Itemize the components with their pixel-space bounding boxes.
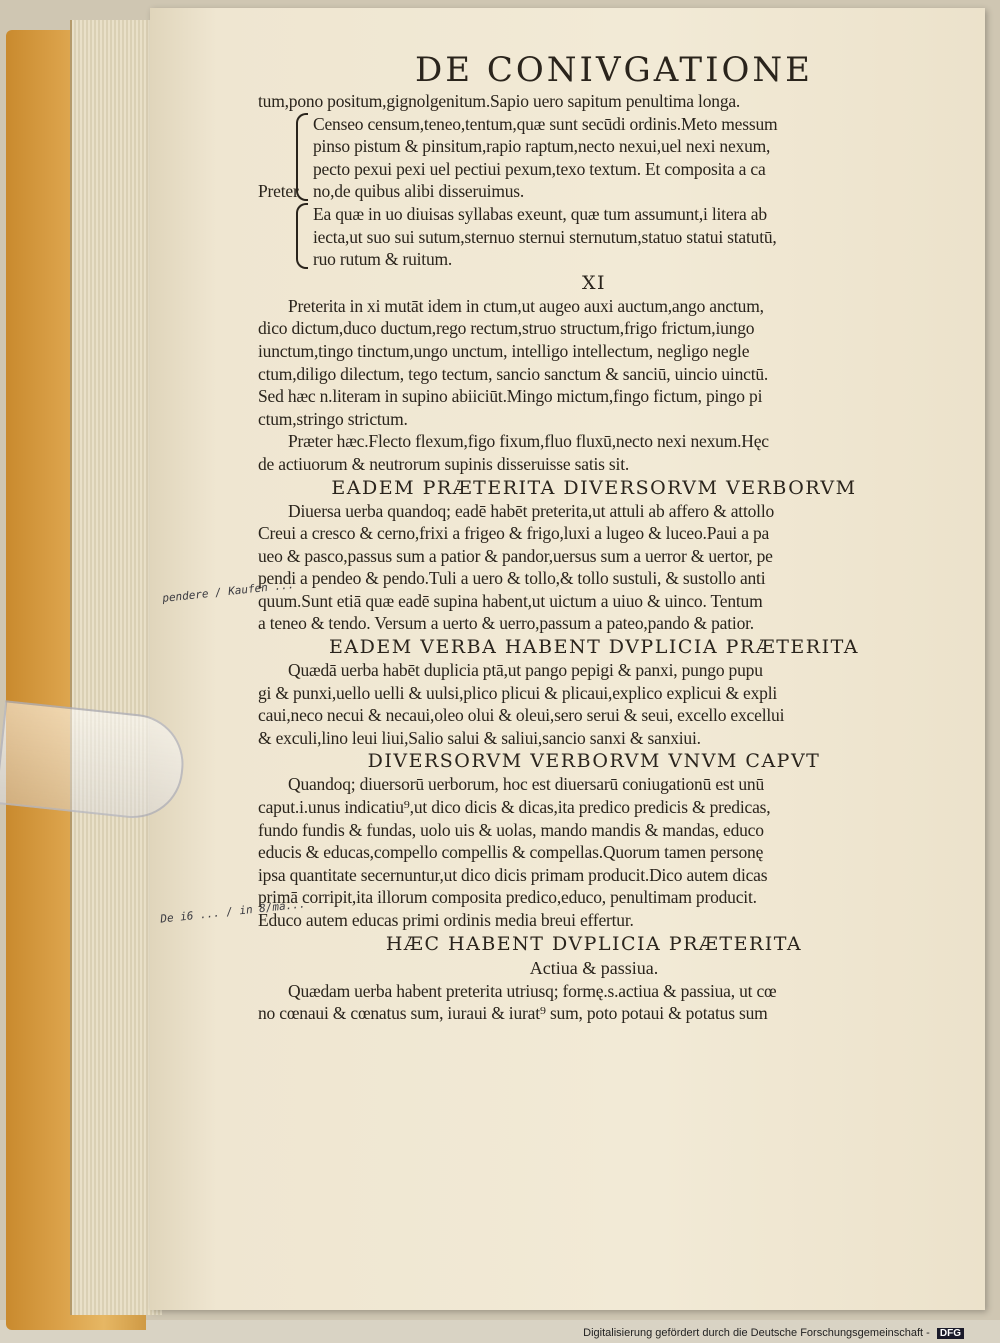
text-line: fundo fundis & fundas, uolo uis & uolas, mando mandis & mandas, educo	[258, 819, 764, 840]
text-line: ctum,stringo strictum.	[258, 408, 408, 429]
text-line: gi & punxi,uello uelli & uulsi,plico plicui & plicaui,explico explicui & expli	[258, 682, 778, 703]
preter-label: Preter	[258, 181, 299, 202]
brace-block-2	[258, 203, 930, 271]
text-line: no cœnaui & cœnatus sum, iuraui & iurat⁹ sum, poto potaui & potatus sum	[258, 1003, 768, 1024]
text-line	[258, 180, 930, 203]
text-line: pinso pistum & pinsitum,rapio raptum,necto nexui,uel nexi nexum,	[313, 136, 771, 157]
section-heading: EADEM PRÆTERITA DIVERSORVM VERBORVM	[331, 476, 857, 499]
text-line: ctum,diligo dilectum, tego tectum, sancio sanctum & sanciū, uincio uinctū.	[258, 363, 769, 384]
text-line: & exculi,lino leui liui,Salio salui & saliui,sancio sanxi & sanxiui.	[258, 727, 701, 748]
text-line: Creui a cresco & cerno,frixi a frigeo & frigo,luxi a lugeo & luceo.Paui a pa	[258, 523, 770, 544]
footer-text: Digitalisierung gefördert durch die Deutsche Forschungsgemeinschaft -	[583, 1327, 930, 1339]
text-line: quum.Sunt etiā quæ eadē supina habent,ut uictum a uiuo & uinco. Tentum	[258, 590, 763, 611]
text-line: Quandoq; diuersorū uerborum, hoc est diuersarū coniugationū est unū	[288, 774, 765, 795]
section-heading: HÆC HABENT DVPLICIA PRÆTERITA	[385, 932, 803, 955]
brace-mark	[296, 203, 308, 269]
text-line: Educo autem educas primi ordinis media breui effertur.	[258, 910, 634, 930]
text-line: caui,neco necui & necaui,oleo olui & oleui,sero serui & seui, excello excellui	[258, 705, 785, 726]
text-line: ueo & pasco,passus sum a patior & pandor,uersus sum a uerror & uertor, pe	[258, 545, 773, 566]
text-line: Quædā uerba habēt duplicia ptā,ut pango pepigi & panxi, pungo pupu	[288, 660, 763, 681]
handwritten-margin-note-1: pendere / Kaufen ...	[161, 578, 295, 605]
text-line: dico dictum,duco ductum,rego rectum,struo structum,frigo frictum,iungo	[258, 318, 755, 339]
text-line: ruo rutum & ruitum.	[313, 249, 453, 270]
dfg-logo: DFG	[937, 1328, 964, 1339]
text-line: educis & educas,compello compellis & compellas.Quorum tamen personę	[258, 842, 764, 863]
page-edges	[70, 20, 162, 1315]
text-line: de actiuorum & neutrorum supinis disseruisse satis sit.	[258, 453, 630, 474]
text-line: Preterita in xi mutāt idem in ctum,ut augeo auxi auctum,ango anctum,	[288, 295, 764, 316]
text-line: Præter hæc.Flecto flexum,figo fixum,fluo fluxū,necto nexi nexum.Hęc	[288, 431, 769, 452]
text-line: pecto pexui pexi uel pectiui pexum,texo textum. Et composita a ca	[313, 158, 766, 179]
section-heading-xi: XI	[581, 271, 607, 294]
text-line: tum,pono positum,gignolgenitum.Sapio uero sapitum penultima longa.	[258, 91, 741, 111]
text-line-content: no,de quibus alibi disseruimus.	[313, 181, 525, 202]
running-header: DE CONIVGATIONE	[415, 50, 813, 90]
text-line: ipsa quantitate secernuntur,ut dico dicis primam producit.Dico autem dicas	[258, 864, 768, 885]
digitization-footer	[583, 1327, 964, 1339]
text-line: Ea quæ in uo diuisas syllabas exeunt, quæ tum assumunt,i litera ab	[313, 203, 767, 224]
text-line: iecta,ut suo sui sutum,sternuo sternui sternutum,statuo statui statutū,	[313, 226, 777, 247]
section-heading: DIVERSORVM VERBORVM VNVM CAPVT	[367, 750, 821, 773]
text-line: Quædam uerba habent preterita utriusq; formę.s.actiua & passiua, ut cœ	[288, 980, 777, 1001]
page-text	[258, 50, 930, 1025]
text-line: caput.i.unus indicatiu⁹,ut dico dicis & dicas,ita predico predicis & predicas,	[258, 797, 771, 818]
text-line: iunctum,tingo tinctum,ungo unctum, intelligo intellectum, negligo negle	[258, 340, 750, 361]
text-line: Sed hæc n.literam in supino abiiciūt.Mingo mictum,fingo fictum, pingo pi	[258, 386, 763, 407]
text-line: a teneo & tendo. Versum a uerto & uerro,passum a pateo,pando & patior.	[258, 613, 754, 634]
text-line: primā corripit,ita illorum composita predico,educo, penultimam producit.	[258, 887, 757, 908]
section-subheading: Actiua & passiua.	[529, 957, 659, 978]
text-line: Diuersa uerba quandoq; eadē habēt preterita,ut attuli ab affero & attollo	[288, 500, 775, 521]
text-line: pendi a pendeo & pendo.Tuli a uero & tollo,& tollo sustuli, & sustollo anti	[258, 568, 766, 589]
text-line: Censeo censum,teneo,tentum,quæ sunt secūdi ordinis.Meto messum	[313, 113, 778, 134]
brace-block-1	[258, 113, 930, 203]
handwritten-margin-note-2: De i6 ... / in 8/ma...	[159, 897, 306, 926]
section-heading: EADEM VERBA HABENT DVPLICIA PRÆTERITA	[329, 636, 859, 659]
